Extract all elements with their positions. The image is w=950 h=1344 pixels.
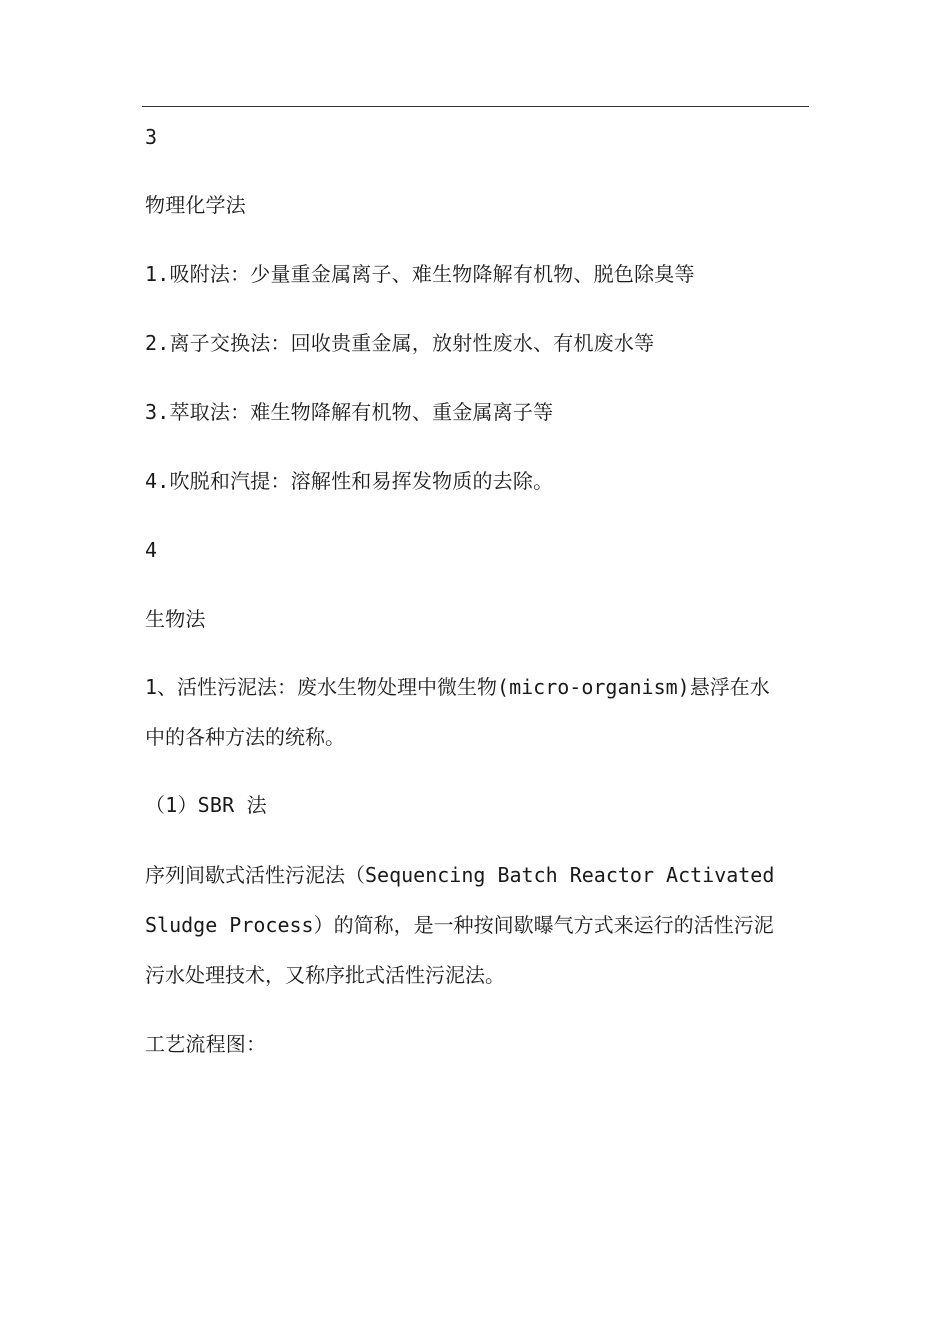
paragraph-line: Sludge Process）的简称，是一种按间歇曝气方式来运行的活性污泥 xyxy=(145,913,774,937)
flowchart-label: 工艺流程图： xyxy=(145,1032,267,1056)
paragraph-line: 中的各种方法的统称。 xyxy=(145,725,345,749)
list-item: 2.离子交换法：回收贵重金属，放射性废水、有机废水等 xyxy=(145,331,655,355)
sbr-description-paragraph xyxy=(145,850,813,1000)
list-item: 4.吹脱和汽提：溶解性和易挥发物质的去除。 xyxy=(145,469,554,493)
activated-sludge-paragraph xyxy=(145,662,813,762)
section-4-title: 生物法 xyxy=(145,607,206,631)
section-3-title: 物理化学法 xyxy=(145,193,246,217)
header-rule xyxy=(142,106,809,107)
paragraph-line: 污水处理技术，又称序批式活性污泥法。 xyxy=(145,963,505,987)
section-4-number: 4 xyxy=(145,538,158,562)
sbr-heading: （1）SBR 法 xyxy=(145,793,267,817)
paragraph-line: 序列间歇式活性污泥法（Sequencing Batch Reactor Activated xyxy=(145,863,775,887)
section-3-number: 3 xyxy=(145,125,158,149)
list-item: 1.吸附法：少量重金属离子、难生物降解有机物、脱色除臭等 xyxy=(145,262,695,286)
paragraph-line: 1、活性污泥法：废水生物处理中微生物(micro-organism)悬浮在水 xyxy=(145,675,770,699)
list-item: 3.萃取法：难生物降解有机物、重金属离子等 xyxy=(145,400,554,424)
